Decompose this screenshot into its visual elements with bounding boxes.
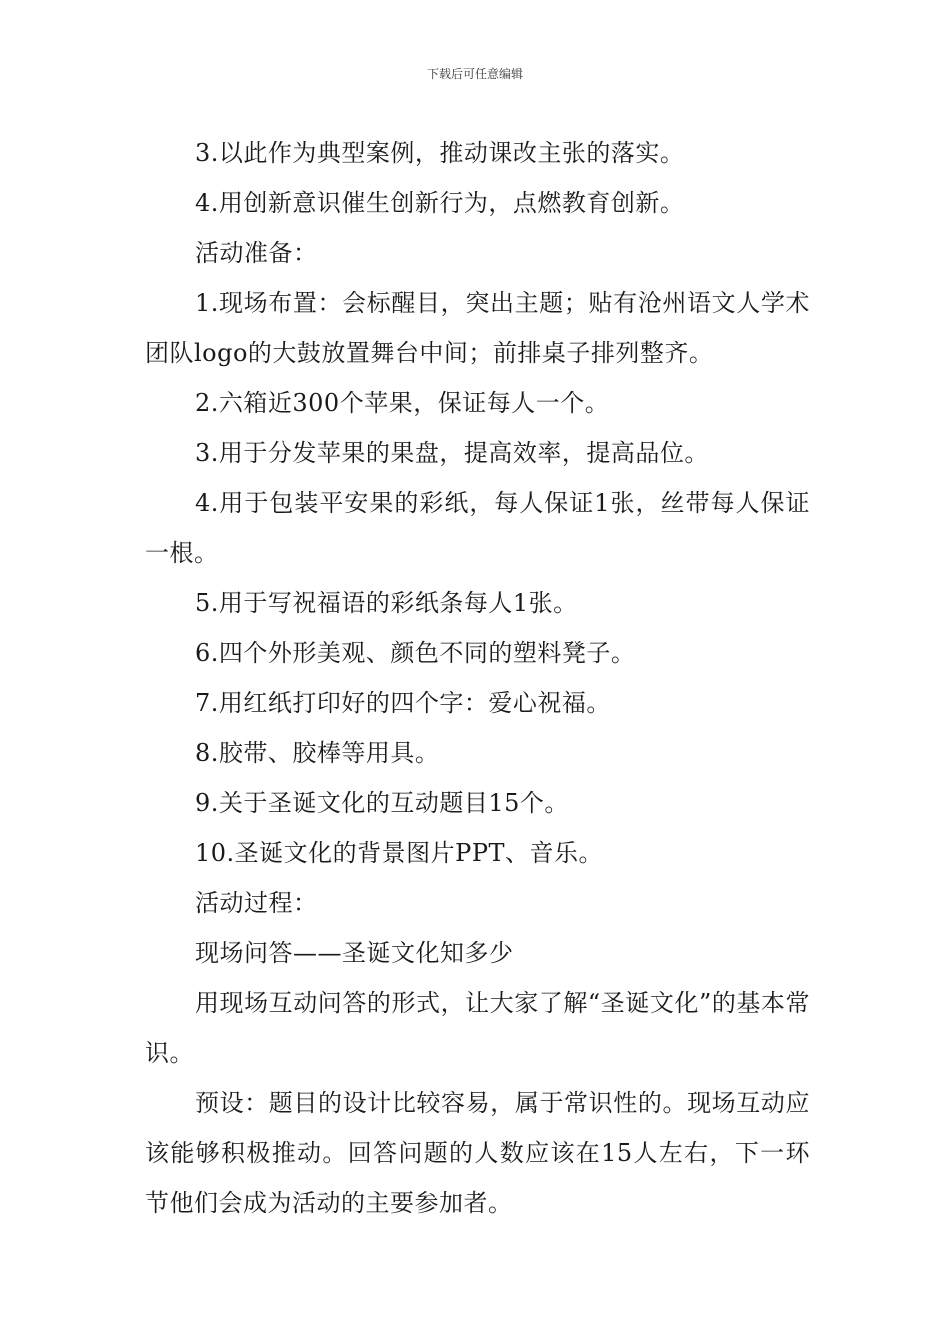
paragraph: 2.六箱近300个苹果，保证每人一个。 [195,389,610,417]
page-header: 下载后可任意编辑 [426,67,523,81]
paragraph: 3.用于分发苹果的果盘，提高效率，提高品位。 [195,439,709,467]
paragraph: 10.圣诞文化的背景图片PPT、音乐。 [195,839,603,867]
paragraph: 7.用红纸打印好的四个字：爱心祝福。 [195,689,611,717]
section-heading: 活动过程： [195,889,318,917]
document-body [145,128,810,1228]
paragraph: 8.胶带、胶棒等用具。 [195,739,440,767]
paragraph: 4.用创新意识催生创新行为，点燃教育创新。 [195,189,685,217]
section-heading: 活动准备： [195,239,318,267]
paragraph: 预设：题目的设计比较容易，属于常识性的。现场互动应该能够积极推动。回答问题的人数应该在15人左右，下一环节他们会成为活动的主要参加者。 [145,1089,810,1217]
paragraph: 1.现场布置：会标醒目，突出主题；贴有沧州语文人学术团队logo的大鼓放置舞台中间；前排桌子排列整齐。 [145,289,810,367]
paragraph: 3.以此作为典型案例，推动课改主张的落实。 [195,139,685,167]
subsection-heading: 现场问答——圣诞文化知多少 [195,939,514,967]
paragraph: 4.用于包装平安果的彩纸，每人保证1张，丝带每人保证一根。 [145,489,810,567]
paragraph: 用现场互动问答的形式，让大家了解“圣诞文化”的基本常识。 [145,989,810,1067]
paragraph: 5.用于写祝福语的彩纸条每人1张。 [195,589,578,617]
paragraph: 9.关于圣诞文化的互动题目15个。 [195,789,569,817]
paragraph: 6.四个外形美观、颜色不同的塑料凳子。 [195,639,636,667]
